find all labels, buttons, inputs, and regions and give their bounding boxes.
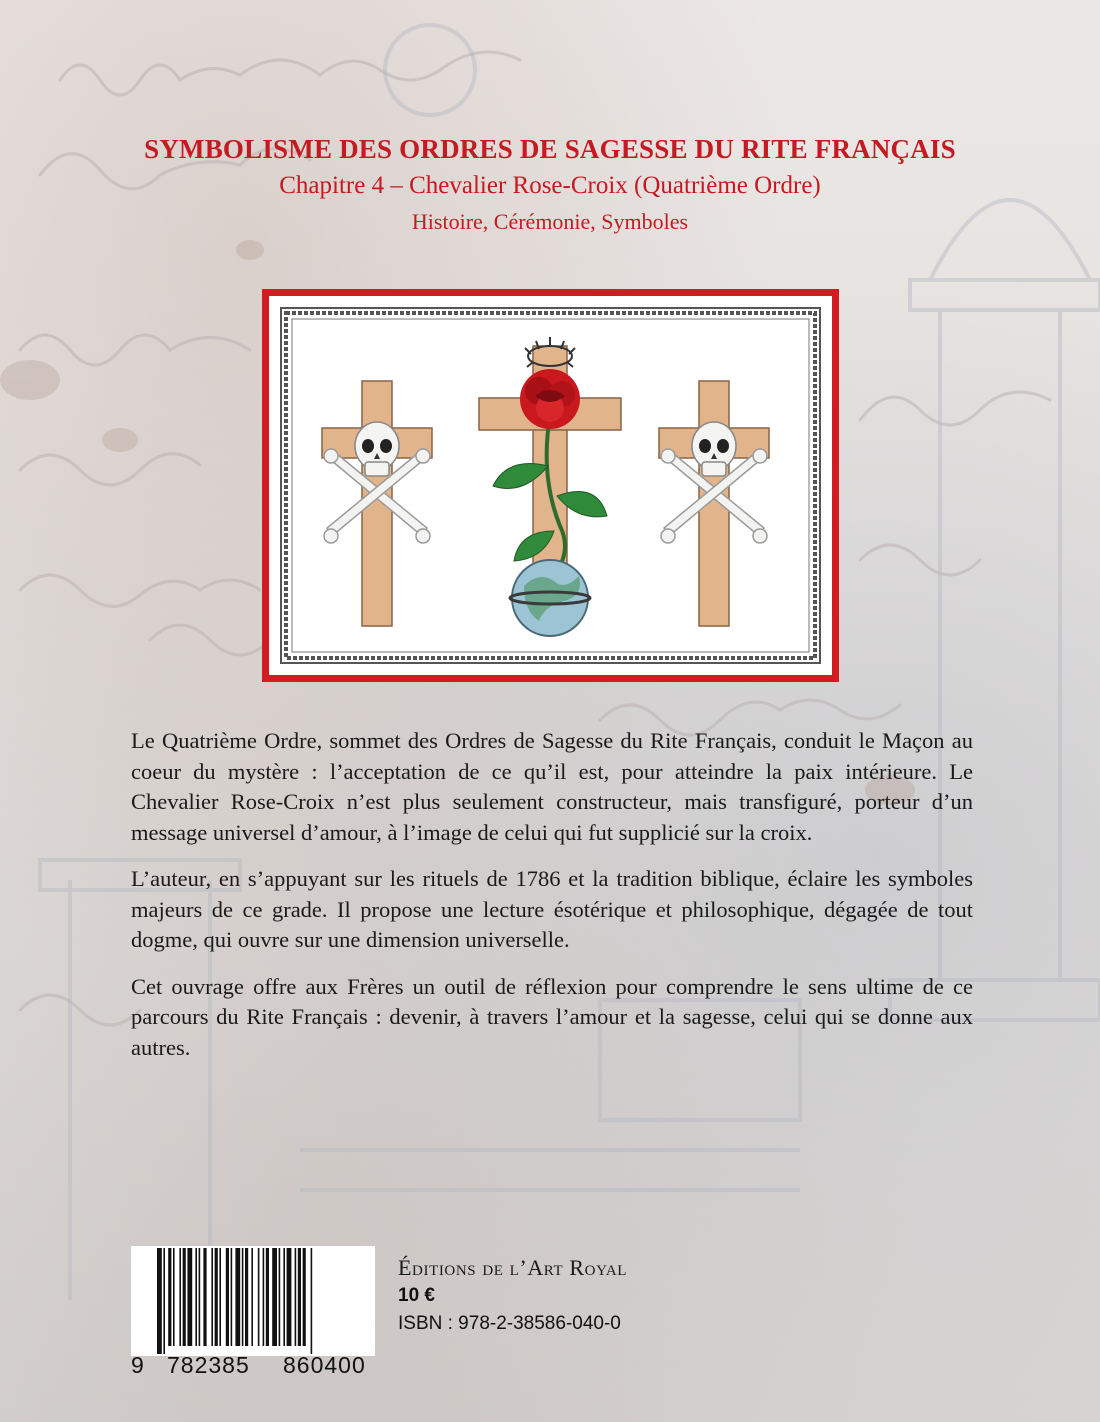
- barcode-bars: [131, 1246, 375, 1356]
- barcode-bar: [272, 1248, 277, 1346]
- rose-croix-illustration: [269, 296, 832, 675]
- barcode-bar: [168, 1248, 171, 1346]
- barcode-bar: [187, 1248, 192, 1346]
- barcode-bar: [266, 1248, 269, 1346]
- barcode-bar: [235, 1248, 240, 1346]
- price: 10 €: [398, 1285, 435, 1306]
- barcode-digits: [131, 1348, 375, 1384]
- cover-header: [0, 132, 1100, 236]
- barcode-bar: [295, 1248, 297, 1346]
- cross-icon: [659, 381, 769, 626]
- barcode-bar: [283, 1248, 285, 1346]
- barcode-digits-right: 860400: [283, 1352, 366, 1378]
- barcode-bar: [199, 1248, 201, 1346]
- barcode-bar: [163, 1248, 165, 1354]
- barcode-bar: [245, 1248, 248, 1346]
- barcode-bar: [258, 1248, 260, 1346]
- barcode-bar: [287, 1248, 292, 1346]
- back-cover-blurb: [131, 726, 973, 1079]
- isbn-barcode: [131, 1246, 375, 1386]
- globe-icon: [510, 560, 590, 636]
- barcode-bar: [211, 1248, 213, 1346]
- cross-icon: [322, 381, 432, 626]
- blurb-paragraph-1: Le Quatrième Ordre, sommet des Ordres de Sagesse du Rite Français, conduit le Maçon au coeur du mystère : l’acceptation de ce qu’il est, pour atteindre la paix intérieure. Le Chevalier Rose-Croix n’est plus seulement constructeur, mais transfiguré, porteur d’un message universel d’amour, à l’image de celui qui fut supplicié sur la croix.: [131, 728, 973, 845]
- barcode-bar: [173, 1248, 175, 1346]
- barcode-bar: [226, 1248, 229, 1346]
- barcode-bar: [251, 1248, 253, 1346]
- isbn-number: ISBN : 978-2-38586-040-0: [398, 1313, 621, 1334]
- barcode-bar: [215, 1248, 218, 1346]
- book-topics: Histoire, Cérémonie, Symboles: [411, 209, 689, 234]
- barcode-bar: [183, 1248, 186, 1346]
- barcode-bar: [303, 1248, 306, 1346]
- barcode-bar: [311, 1248, 313, 1354]
- barcode-bar: [231, 1248, 233, 1346]
- book-chapter-title: Chapitre 4 – Chevalier Rose-Croix (Quatrième Ordre): [279, 172, 821, 199]
- barcode-digits-left: 782385: [167, 1352, 250, 1378]
- barcode-bar: [203, 1248, 206, 1346]
- barcode-bar: [298, 1248, 301, 1346]
- book-series-title: SYMBOLISME DES ORDRES DE SAGESSE DU RITE FRANÇAIS: [144, 134, 956, 164]
- illustration-frame: [262, 289, 839, 682]
- publisher-name: Éditions de l’Art Royal: [398, 1255, 628, 1280]
- barcode-bar: [279, 1248, 281, 1346]
- barcode-bar: [263, 1248, 265, 1346]
- barcode-digit-first: 9: [131, 1352, 144, 1378]
- barcode-bar: [242, 1248, 244, 1346]
- barcode-bar: [179, 1248, 181, 1346]
- barcode-bar: [157, 1248, 162, 1354]
- barcode-bar: [195, 1248, 197, 1346]
- publisher-block: [398, 1255, 798, 1335]
- barcode-bar: [219, 1248, 221, 1346]
- blurb-paragraph-2: L’auteur, en s’appuyant sur les rituels de 1786 et la tradition biblique, éclaire les symboles majeurs de ce grade. Il propose une lecture ésotérique et philosophique, dégagée de tout dogme, qui ouvre sur une dimension universelle.: [131, 866, 973, 952]
- blurb-paragraph-3: Cet ouvrage offre aux Frères un outil de réflexion pour comprendre le sens ultime de ce parcours du Rite Français : devenir, à travers l’amour et la sagesse, celui qui se donne aux autres.: [131, 973, 973, 1060]
